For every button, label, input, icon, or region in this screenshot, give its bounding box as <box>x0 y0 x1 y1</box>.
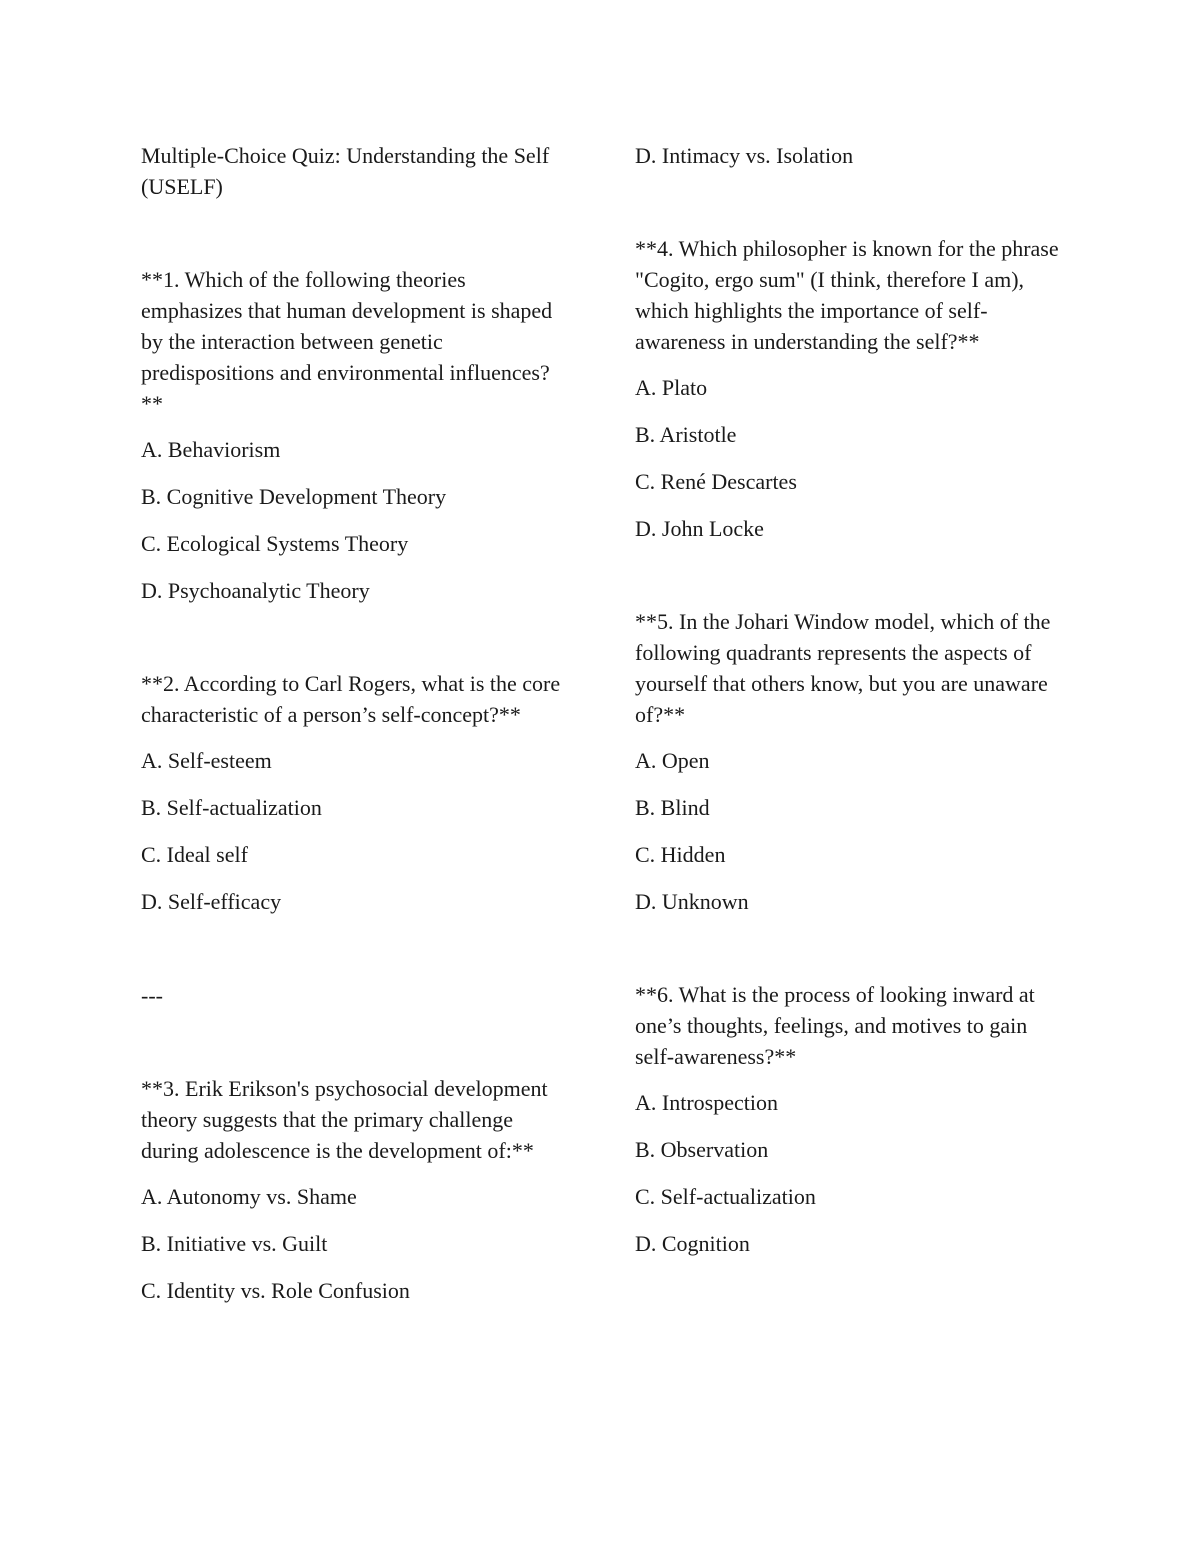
question-5 <box>635 606 1070 917</box>
question-2 <box>141 668 566 917</box>
answer-option: A. Autonomy vs. Shame <box>141 1184 357 1209</box>
answer-option: C. Identity vs. Role Confusion <box>141 1278 410 1303</box>
answer-option: D. Cognition <box>635 1231 750 1256</box>
answer-option: A. Open <box>635 748 710 773</box>
question-3 <box>141 1073 566 1306</box>
answer-option: A. Introspection <box>635 1090 778 1115</box>
answer-option: A. Plato <box>635 375 708 400</box>
question-1 <box>141 264 566 606</box>
question-stem: **2. According to Carl Rogers, what is the core characteristic of a person’s self-concept?** <box>141 671 561 727</box>
question-4 <box>635 233 1070 544</box>
answer-option: B. Observation <box>635 1137 769 1162</box>
answer-option: B. Initiative vs. Guilt <box>141 1231 328 1256</box>
question-stem: **1. Which of the following theories emphasizes that human development is shaped by the interaction between genetic predispositions and environmental influences?** <box>141 267 553 416</box>
answer-option: D. Psychoanalytic Theory <box>141 578 370 603</box>
section-divider: --- <box>141 983 163 1008</box>
answer-option: B. Cognitive Development Theory <box>141 484 447 509</box>
answer-option: C. Self-actualization <box>635 1184 816 1209</box>
answer-option: A. Behaviorism <box>141 437 281 462</box>
left-column <box>141 140 566 1306</box>
answer-option: B. Aristotle <box>635 422 737 447</box>
question-6 <box>635 979 1070 1259</box>
answer-option: D. Intimacy vs. Isolation <box>635 143 854 168</box>
answer-option: D. Unknown <box>635 889 749 914</box>
answer-option: C. Hidden <box>635 842 726 867</box>
question-stem: **4. Which philosopher is known for the phrase "Cogito, ergo sum" (I think, therefore I am), which highlights the importance of self-awareness in understanding the self?** <box>635 236 1059 354</box>
question-stem: **6. What is the process of looking inward at one’s thoughts, feelings, and motives to gain self-awareness?** <box>635 982 1035 1069</box>
question-stem: **5. In the Johari Window model, which of the following quadrants represents the aspects of yourself that others know, but you are unaware of?** <box>635 609 1051 727</box>
answer-option: B. Blind <box>635 795 710 820</box>
answer-option: A. Self-esteem <box>141 748 272 773</box>
right-column <box>635 140 1070 1259</box>
document-title: Multiple-Choice Quiz: Understanding the Self (USELF) <box>141 143 550 199</box>
question-stem: **3. Erik Erikson's psychosocial development theory suggests that the primary challenge during adolescence is the development of:** <box>141 1076 548 1163</box>
answer-option: D. John Locke <box>635 516 764 541</box>
answer-option: C. Ecological Systems Theory <box>141 531 409 556</box>
answer-option: D. Self-efficacy <box>141 889 282 914</box>
answer-option: C. René Descartes <box>635 469 797 494</box>
answer-option: B. Self-actualization <box>141 795 322 820</box>
answer-option: C. Ideal self <box>141 842 248 867</box>
